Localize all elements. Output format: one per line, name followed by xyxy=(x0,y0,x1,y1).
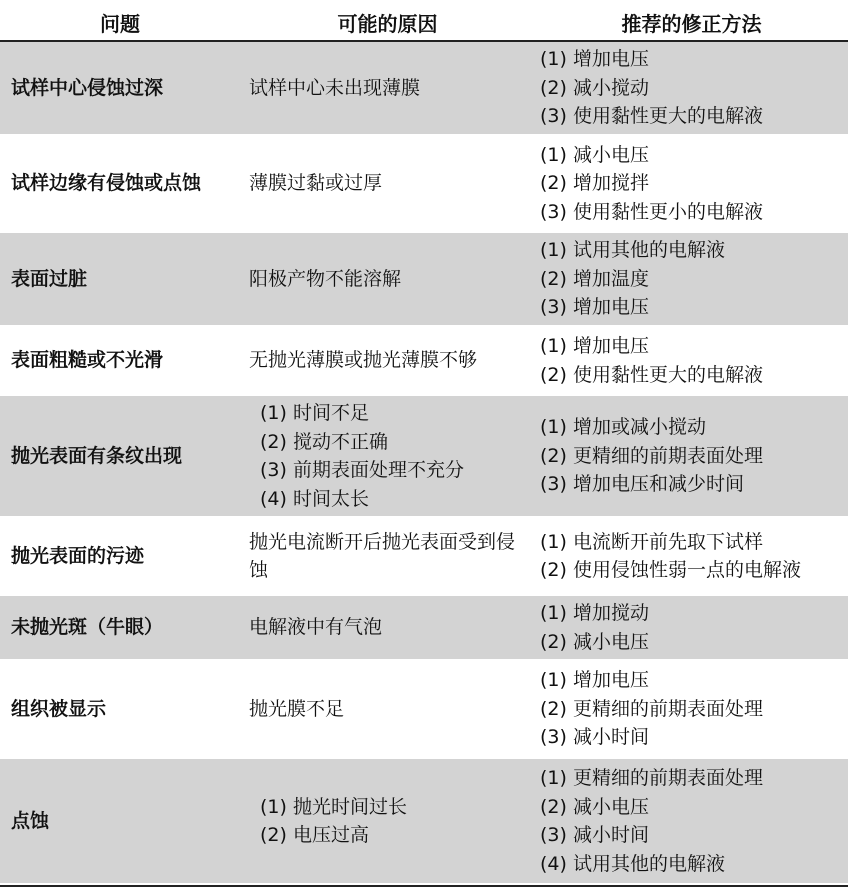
fix-cell xyxy=(535,396,848,516)
fix-item: (1) 增加电压 xyxy=(540,48,649,71)
fix-cell xyxy=(535,233,848,325)
cause-cell xyxy=(240,520,535,592)
cause-cell xyxy=(240,663,535,755)
problem-text: 点蚀 xyxy=(11,809,50,832)
cause-item: 抛光电流断开后抛光表面受到侵蚀 xyxy=(249,530,516,581)
fix-cell xyxy=(535,42,848,134)
fix-item: (2) 增加搅拌 xyxy=(540,172,649,195)
fix-item: (2) 减小搅动 xyxy=(540,76,649,99)
table-row xyxy=(0,42,848,136)
fix-item: (1) 减小电压 xyxy=(540,143,649,166)
fix-item: (4) 试用其他的电解液 xyxy=(540,852,725,875)
cause-item: 无抛光薄膜或抛光薄膜不够 xyxy=(249,349,478,372)
table-row xyxy=(0,233,848,327)
fix-item: (2) 减小电压 xyxy=(540,630,649,653)
fix-cell xyxy=(535,138,848,229)
header-problem: 问题 xyxy=(100,12,140,36)
cause-cell xyxy=(240,759,535,883)
cause-item: (1) 时间不足 xyxy=(260,402,369,424)
table-row xyxy=(0,138,848,231)
fix-item: (2) 增加温度 xyxy=(540,267,649,290)
table-row xyxy=(0,596,848,661)
fix-cell xyxy=(535,520,848,592)
fix-item: (3) 使用黏性更大的电解液 xyxy=(540,105,763,128)
cause-item: (2) 电压过高 xyxy=(260,824,369,846)
fix-item: (2) 减小电压 xyxy=(540,795,649,818)
cause-cell xyxy=(240,329,535,392)
problem-text: 试样边缘有侵蚀或点蚀 xyxy=(11,172,202,195)
cause-item: 阳极产物不能溶解 xyxy=(249,267,402,290)
table-row xyxy=(0,759,848,885)
table-row xyxy=(0,329,848,394)
cause-item: 电解液中有气泡 xyxy=(249,616,383,639)
problem-cell xyxy=(0,396,240,516)
cause-cell xyxy=(240,138,535,229)
problem-text: 试样中心侵蚀过深 xyxy=(11,76,164,99)
fix-item: (1) 增加搅动 xyxy=(540,602,649,624)
fix-item: (3) 减小时间 xyxy=(540,726,649,749)
fix-item: (1) 电流断开前先取下试样 xyxy=(540,530,763,553)
fix-item: (1) 增加电压 xyxy=(540,335,649,357)
problem-text: 表面过脏 xyxy=(11,267,88,290)
fix-item: (3) 使用黏性更小的电解液 xyxy=(540,200,763,223)
problem-cell xyxy=(0,596,240,659)
problem-text: 表面粗糙或不光滑 xyxy=(11,349,164,372)
cause-item: (2) 搅动不正确 xyxy=(260,430,388,453)
header-fixes: 推荐的修正方法 xyxy=(621,12,762,36)
fix-item: (2) 使用黏性更大的电解液 xyxy=(540,363,763,386)
cause-item: 抛光膜不足 xyxy=(249,697,345,720)
header-causes: 可能的原因 xyxy=(337,12,438,36)
fix-item: (3) 减小时间 xyxy=(540,824,649,846)
fix-item: (1) 增加或减小搅动 xyxy=(540,416,706,439)
cause-item: 薄膜过黏或过厚 xyxy=(249,172,383,195)
problem-cell xyxy=(0,233,240,325)
problem-text: 抛光表面有条纹出现 xyxy=(11,444,183,467)
fix-item: (1) 增加电压 xyxy=(540,669,649,692)
cause-cell xyxy=(240,42,535,134)
problem-cell xyxy=(0,138,240,229)
cause-cell xyxy=(240,596,535,659)
fix-cell xyxy=(535,596,848,659)
problem-cell xyxy=(0,329,240,392)
problem-text: 抛光表面的污迹 xyxy=(11,544,145,567)
table-row xyxy=(0,663,848,757)
problem-cell xyxy=(0,759,240,883)
table-header xyxy=(0,0,848,42)
cause-item: (4) 时间太长 xyxy=(260,487,369,510)
problem-text: 组织被显示 xyxy=(11,697,107,720)
cause-item: (3) 前期表面处理不充分 xyxy=(260,459,464,481)
problem-cell xyxy=(0,42,240,134)
problem-cell xyxy=(0,520,240,592)
cause-item: (1) 抛光时间过长 xyxy=(260,795,407,818)
fix-item: (1) 更精细的前期表面处理 xyxy=(540,767,763,789)
fix-item: (2) 使用侵蚀性弱一点的电解液 xyxy=(540,559,801,581)
problem-cell xyxy=(0,663,240,755)
cause-cell xyxy=(240,233,535,325)
fix-cell xyxy=(535,663,848,755)
fix-item: (3) 增加电压和减少时间 xyxy=(540,473,744,496)
fix-cell xyxy=(535,759,848,883)
fix-item: (3) 增加电压 xyxy=(540,296,649,319)
fix-item: (2) 更精细的前期表面处理 xyxy=(540,697,763,720)
cause-cell xyxy=(240,396,535,516)
fix-item: (1) 试用其他的电解液 xyxy=(540,239,725,262)
fix-cell xyxy=(535,329,848,392)
problem-text: 未抛光斑（牛眼） xyxy=(11,616,164,639)
table-row xyxy=(0,396,848,518)
table-row xyxy=(0,520,848,594)
cause-item: 试样中心未出现薄膜 xyxy=(249,76,421,99)
fix-item: (2) 更精细的前期表面处理 xyxy=(540,444,763,467)
